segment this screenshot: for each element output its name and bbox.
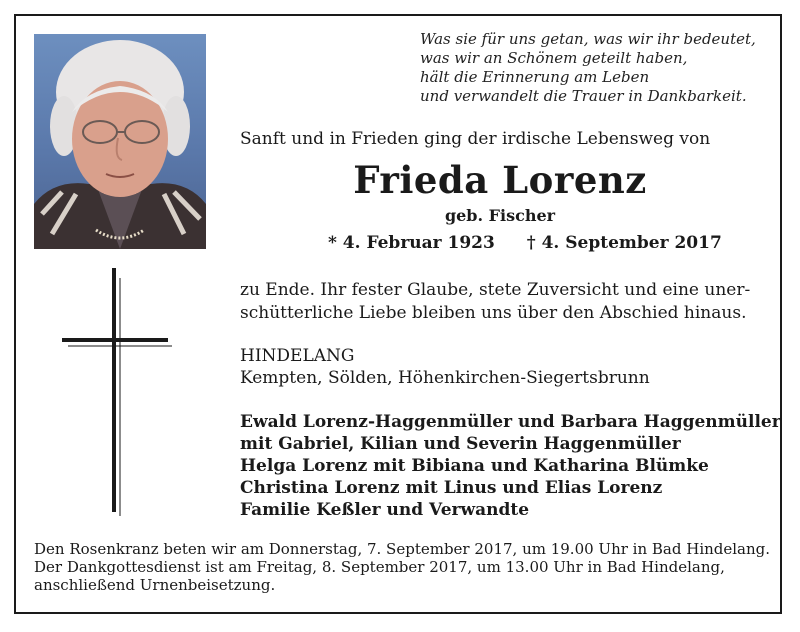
mourners-list <box>240 411 781 521</box>
poem-line: und verwandelt die Trauer in Dankbarkeit. <box>420 87 747 105</box>
poem-line: hält die Erinnerung am Leben <box>420 68 650 86</box>
intro-text: Sanft und in Frieden ging der irdische Lebensweg von <box>240 129 711 149</box>
mourner-line: Christina Lorenz mit Linus und Elias Lorenz <box>240 478 663 498</box>
footer-line: anschließend Urnenbeisetzung. <box>34 576 276 594</box>
portrait-illustration <box>34 34 206 249</box>
portrait-photo <box>34 34 206 249</box>
body-line: schütterliche Liebe bleiben uns über den Abschied hinaus. <box>240 303 747 323</box>
memorial-poem <box>420 30 770 106</box>
footer-line: Der Dankgottesdienst ist am Freitag, 8. September 2017, um 13.00 Uhr in Bad Hindelang, <box>34 558 725 576</box>
service-info <box>34 540 770 594</box>
mourner-line: Familie Keßler und Verwandte <box>240 500 530 520</box>
cross-icon <box>60 268 176 518</box>
place-line: Kempten, Sölden, Höhenkirchen-Siegertsbrunn <box>240 368 650 388</box>
footer-line: Den Rosenkranz beten wir am Donnerstag, 7. September 2017, um 19.00 Uhr in Bad Hindelang. <box>34 540 771 558</box>
mourner-line: mit Gabriel, Kilian und Severin Haggenmüller <box>240 434 681 454</box>
deceased-name: Frieda Lorenz <box>353 158 647 202</box>
body-line: zu Ende. Ihr fester Glaube, stete Zuversicht und eine uner- <box>240 280 751 300</box>
mourner-line: Helga Lorenz mit Bibiana und Katharina Blümke <box>240 456 709 476</box>
life-dates <box>328 233 748 253</box>
body-text <box>240 279 780 325</box>
poem-line: Was sie für uns getan, was wir ihr bedeutet, <box>420 30 756 48</box>
places <box>240 345 650 389</box>
birth-date: * 4. Februar 1923 <box>328 233 495 253</box>
place-line: HINDELANG <box>240 346 355 366</box>
birth-name: geb. Fischer <box>444 206 556 225</box>
death-date: † 4. September 2017 <box>526 233 722 253</box>
mourner-line: Ewald Lorenz-Haggenmüller und Barbara Haggenmüller <box>240 412 781 432</box>
poem-line: was wir an Schönem geteilt haben, <box>420 49 688 67</box>
